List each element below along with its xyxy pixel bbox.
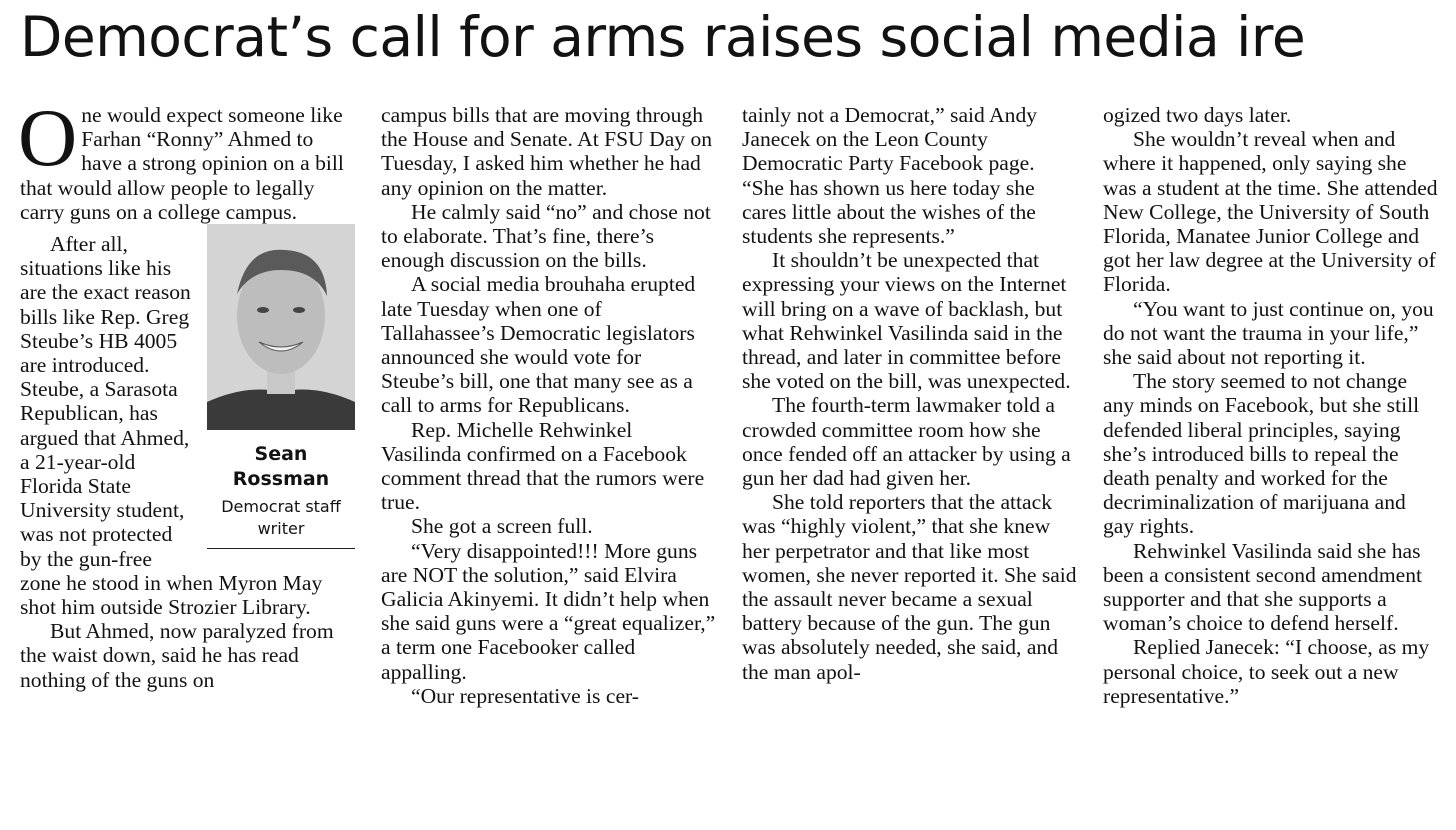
article-paragraph: Rehwinkel Vasilinda said she has been a consistent second amendment supporter and that she supports a woman’s choice to defend herself.: [1103, 538, 1423, 636]
byline-box: [207, 224, 355, 549]
article-paragraph: The story seemed to not change any minds on Facebook, but she still defended liberal principles, saying she’s introduced bills to repeal the death penalty and worked for the decriminalization of marijuana and gay rights.: [1103, 369, 1420, 539]
article-paragraph: ogized two days later.: [1103, 103, 1292, 127]
headline: Democrat’s call for arms raises social media ire: [20, 5, 1306, 69]
article-paragraph: After all, situations like his are the exact reason bills like Rep. Greg Steube’s HB 4005 are introduced. Steube, a Sarasota Republican, has argued that Ahmed, a 21-year-old Florida State University student, was not protected by the gun-free zone he stood in when Myron May shot him outside Strozier Library.: [20, 232, 323, 620]
byline-divider: [207, 548, 355, 549]
article-paragraph: tainly not a Democrat,” said Andy Janecek on the Leon County Democratic Party Facebook page. “She has shown us here today she cares little about the wishes of the students she represents.”: [742, 103, 1038, 249]
article-paragraph: She got a screen full.: [411, 514, 593, 539]
article-paragraph: But Ahmed, now paralyzed from the waist down, said he has read nothing of the guns on: [20, 619, 334, 692]
article-paragraph: “Very disappointed!!! More guns are NOT the solution,” said Elvira Galicia Akinyemi. It didn’t help when she said guns were a “great equalizer,” a term one Facebooker called appalling.: [381, 538, 716, 684]
article-paragraph: She wouldn’t reveal when and where it happened, only saying she was a student at the time. She attended New College, the University of South Florida, Manatee Junior College and got her law degree at the University of Florida.: [1103, 127, 1438, 297]
article-column-1: [18, 92, 355, 692]
article-column-4: [1103, 103, 1438, 708]
article-paragraph: He calmly said “no” and chose not to elaborate. That’s fine, there’s enough discussion on the bills.: [381, 199, 711, 273]
drop-cap: O: [18, 92, 78, 183]
author-role: Democrat staff writer: [221, 497, 341, 539]
article-paragraph: The fourth-term lawmaker told a crowded committee room how she once fended off an attacker by using a gun her dad had given her.: [742, 393, 1071, 491]
author-photo: [207, 224, 355, 430]
author-name: Sean Rossman: [232, 443, 330, 491]
article-column-2: [381, 103, 716, 708]
article-paragraph: She told reporters that the attack was “highly violent,” that she knew her perpetrator and that like most women, she never reported it. She said the assault never became a sexual battery because of the gun. The gun was absolutely needed, she said, and the man apol-: [742, 490, 1077, 684]
article-paragraph: Replied Janecek: “I choose, as my personal choice, to seek out a new representative.”: [1103, 635, 1430, 708]
article-paragraph: One would expect someone like Farhan “Ronny” Ahmed to have a strong opinion on a bill that would allow people to legally carry guns on a college campus.: [18, 92, 344, 224]
article-paragraph: “Our representative is cer-: [411, 683, 639, 708]
article-paragraph: Rep. Michelle Rehwinkel Vasilinda confirmed on a Facebook comment thread that the rumors were true.: [381, 417, 705, 515]
article-paragraph: campus bills that are moving through the House and Senate. At FSU Day on Tuesday, I asked him whether he had any opinion on the matter.: [381, 103, 713, 200]
article-column-3: [742, 103, 1077, 684]
article-paragraph: A social media brouhaha erupted late Tuesday when one of Tallahassee’s Democratic legislators announced she would vote for Steube’s bill, one that many see as a call to arms for Republicans.: [381, 272, 696, 418]
article-paragraph: It shouldn’t be unexpected that expressing your views on the Internet will bring on a wave of backlash, but what Rehwinkel Vasilinda said in the thread, and later in committee before she voted on the bill, was unexpected.: [742, 248, 1071, 394]
article-paragraph: “You want to just continue on, you do not want the trauma in your life,” she said about not reporting it.: [1103, 296, 1434, 370]
